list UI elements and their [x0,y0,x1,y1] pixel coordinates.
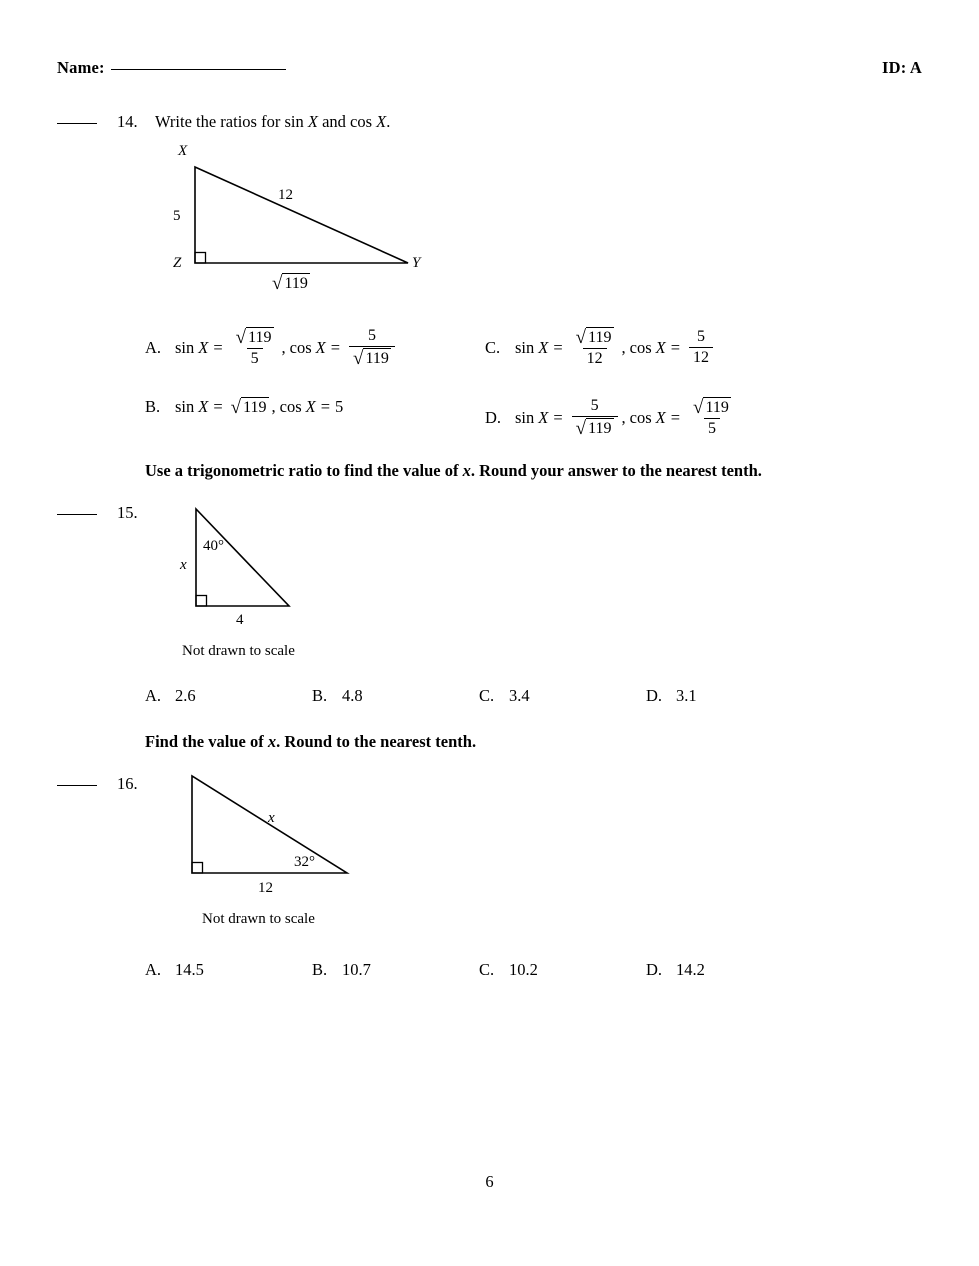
fraction-C-cos-numerator: 5 [697,328,706,345]
instruction-find-x [145,732,476,752]
question-15-choices [145,686,939,706]
cos-label-B: cos [279,396,302,416]
choice-16-D-value: 14.2 [676,960,705,979]
question-14-choices [145,327,939,439]
fraction-D-sin [572,397,618,439]
radicand-A-sin: 119 [248,329,272,346]
cos-value-B: 5 [335,396,344,416]
radicand-A-cos: 119 [365,350,389,368]
answer-blank-15[interactable] [57,514,97,515]
radical-B-sin [231,397,269,417]
choice-15-D-letter: D. [646,686,663,705]
question-14-prompt: Write the ratios for sin X and cos X. [155,112,391,131]
fraction-A-sin-numerator [232,327,278,348]
prompt-var-x2: X [376,112,387,131]
radical-119-figure [272,273,310,293]
choice-14-B-body: sin X = √ 119 , cos X = 5 [175,396,344,418]
choice-14-B[interactable] [145,397,475,417]
name-field-group [57,58,286,78]
choice-16-C-value: 10.2 [509,960,538,979]
instruction-trig-var: x [462,461,471,480]
fraction-D-cos [689,397,735,439]
figure-question-14 [160,145,460,305]
sin-label-B: sin [175,396,195,416]
fraction-A-sin-denominator: 5 [247,348,263,368]
fraction-A-cos [349,327,395,369]
question-16-choices [145,960,939,980]
fraction-A-sin [232,327,278,369]
figure-question-15 [170,500,430,665]
fraction-D-cos-denominator: 5 [704,418,720,438]
triangle-xyz-svg [160,145,460,305]
figure-15-caption: Not drawn to scale [182,643,295,659]
side-length-left-5: 5 [173,208,181,224]
choice-15-A-letter: A. [145,686,162,705]
radicand-C-sin: 119 [588,329,612,346]
choice-15-C-letter: C. [479,686,495,705]
cos-label-A: cos [289,337,312,357]
question-15-number: 15. [117,503,138,522]
question-14-header [57,112,922,132]
radical-sign-icon: √ [235,327,247,348]
vertex-label-y: Y [412,255,421,271]
cos-var-C: X [655,337,666,357]
choice-16-B-letter: B. [312,960,328,979]
choice-16-A-value: 14.5 [175,960,204,979]
fraction-D-sin-denominator [572,416,618,438]
side-label-4: 4 [236,612,244,628]
choice-16-D-letter: D. [646,960,663,979]
choice-16-A[interactable] [145,960,312,980]
choice-15-A[interactable] [145,686,312,706]
cos-var-D: X [655,407,666,427]
fraction-A-cos-numerator: 5 [367,327,376,344]
choice-14-C[interactable] [485,327,717,369]
name-label: Name: [57,58,105,77]
sin-label-A: sin [175,337,195,357]
name-write-line[interactable] [111,69,286,70]
question-14 [57,112,922,132]
sin-var-B: X [198,396,209,416]
choice-16-D[interactable] [646,960,705,980]
question-16-number: 16. [117,774,138,793]
radicand-B-sin: 119 [243,398,267,416]
side-length-hyp-12: 12 [278,187,293,203]
vertex-label-z: Z [173,255,182,271]
fraction-C-sin [572,327,618,369]
choice-15-D-value: 3.1 [676,686,697,705]
triangle-16-svg [180,768,480,888]
instruction-trig-post: . Round your answer to the nearest tenth. [470,461,762,480]
choice-15-B[interactable] [312,686,479,706]
radical-sign-icon: √ [272,273,283,294]
triangle-15-svg [170,500,430,640]
radicand-D-cos: 119 [705,398,729,416]
choice-14-D[interactable] [485,397,739,439]
side-label-x-15: x [180,557,187,573]
radical-sign-icon: √ [353,348,364,370]
choice-14-C-body: sin X = √ 119 12 , cos X = $\frac{5}{12}$ [515,327,717,369]
radical-sign-icon: √ [230,396,242,418]
sin-label-D: sin [515,407,535,427]
radical-sign-icon: √ [575,418,587,440]
vertex-label-x: X [178,143,188,159]
sin-var-A: X [198,337,209,357]
choice-row-bd [145,397,939,439]
choice-14-D-body: sin X = 5 √ 119 , cos X = √ 119 5 [515,397,739,439]
figure-16-caption: Not drawn to scale [202,911,315,927]
radicand-D-sin: 119 [588,420,612,438]
question-14-number: 14. [117,112,138,131]
choice-16-C-letter: C. [479,960,495,979]
side-label-12: 12 [258,880,273,896]
choice-15-C[interactable] [479,686,646,706]
page-number: 6 [485,1172,494,1191]
fraction-C-sin-denominator: 12 [583,348,607,368]
radical-sign-icon: √ [693,396,704,418]
fraction-D-cos-numerator [689,397,735,418]
fraction-C-cos-denominator: 12 [689,347,713,367]
fraction-C-cos [689,328,713,368]
cos-label-D: cos [629,407,652,427]
instruction-trig-ratio [145,461,762,481]
side-label-x-16: x [268,810,275,826]
answer-blank-16[interactable] [57,785,97,786]
cos-var-A: X [315,337,326,357]
instruction-findx-var: x [267,732,277,751]
choice-14-D-letter: D. [485,407,502,427]
radical-sign-icon: √ [575,327,587,348]
choice-15-D[interactable] [646,686,697,706]
angle-label-32: 32° [294,854,315,870]
choice-15-B-letter: B. [312,686,328,705]
choice-14-A-letter: A. [145,337,162,357]
fraction-C-sin-numerator [572,327,618,348]
cos-label-C: cos [629,337,652,357]
choice-row-16 [145,960,939,980]
choice-16-C[interactable] [479,960,646,980]
instruction-findx-pre: Find the value of [145,732,268,751]
choice-16-A-letter: A. [145,960,162,979]
side-length-bottom-radical [272,273,310,293]
sin-label-C: sin [515,337,535,357]
choice-14-C-letter: C. [485,337,501,357]
choice-row-ac [145,327,939,369]
fraction-D-sin-numerator: 5 [590,396,599,414]
choice-16-B-value: 10.7 [342,960,371,979]
instruction-findx-post: . Round to the nearest tenth. [276,732,477,751]
answer-blank-14[interactable] [57,123,97,124]
sin-var-D: X [538,407,549,427]
instruction-trig-pre: Use a trigonometric ratio to find the value of [145,461,463,480]
fraction-A-cos-denominator [349,346,395,368]
choice-14-B-letter: B. [145,396,161,416]
prompt-var-x1: X [307,112,318,131]
choice-16-B[interactable] [312,960,479,980]
choice-15-B-value: 4.8 [342,686,363,705]
choice-row-15 [145,686,939,706]
angle-label-40: 40° [203,538,224,554]
cos-var-B: X [305,396,316,416]
choice-15-A-value: 2.6 [175,686,196,705]
sin-var-C: X [538,337,549,357]
radicand-119: 119 [284,275,308,292]
page-header [57,58,922,78]
choice-15-C-value: 3.4 [509,686,530,705]
exam-id: ID: A [882,58,922,77]
figure-question-16 [180,768,480,943]
choice-14-A-body: sin X = √ 119 5 , cos X = 5 √ 119 [175,327,399,369]
choice-14-A[interactable] [145,327,475,369]
